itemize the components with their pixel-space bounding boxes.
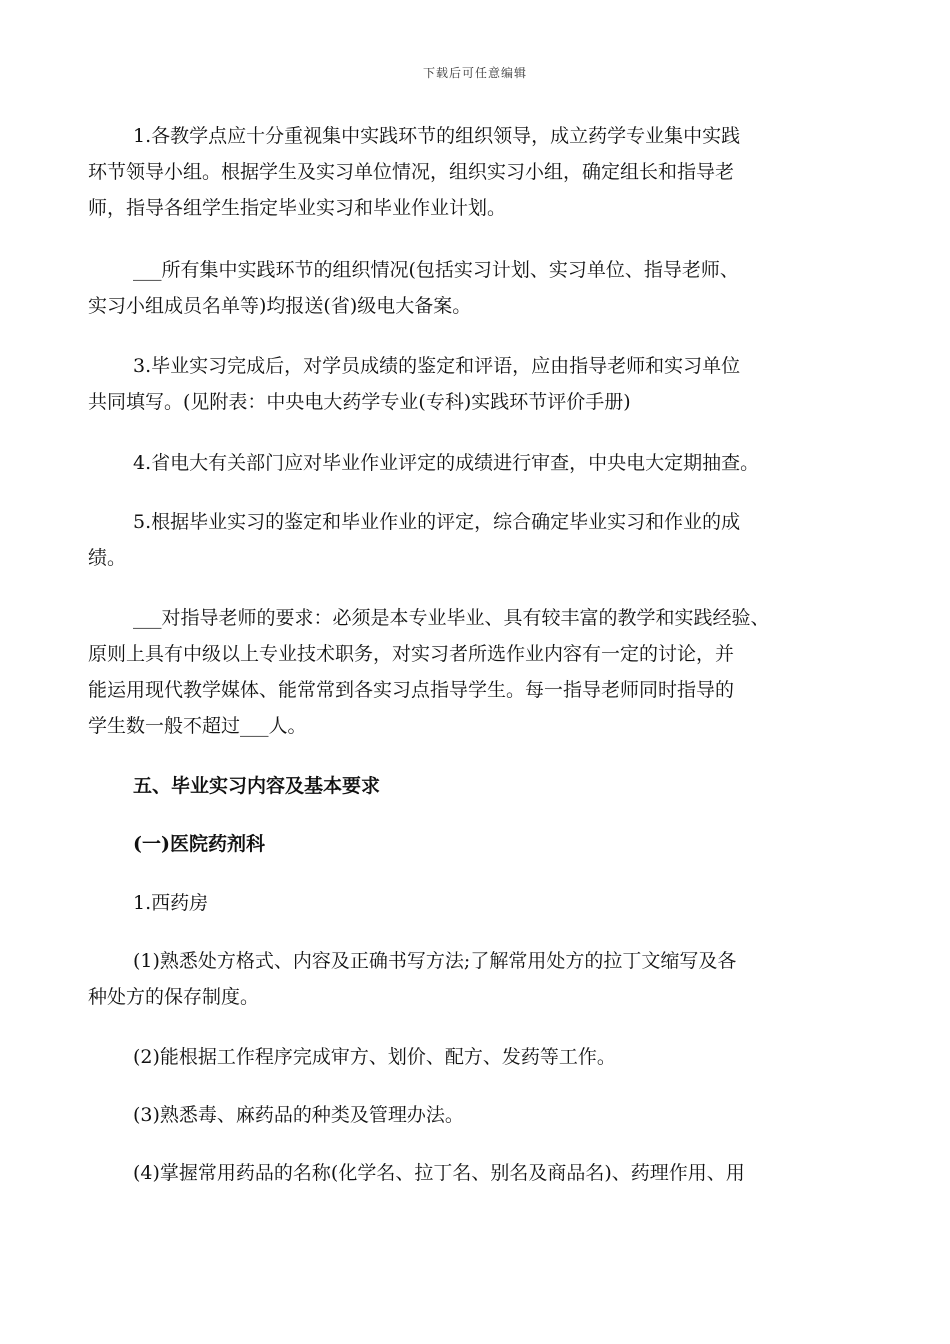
text-line: 实习小组成员名单等)均报送(省)级电大备案。 (88, 295, 472, 317)
paragraph-6 (88, 600, 860, 744)
paragraph-item-4 (88, 1155, 860, 1191)
text-line: 1.各教学点应十分重视集中实践环节的组织领导，成立药学专业集中实践 (133, 125, 741, 147)
text-line: 能运用现代教学媒体、能常常到各实习点指导学生。每一指导老师同时指导的 (88, 679, 735, 701)
page-header: 下载后可任意编辑 (422, 66, 527, 80)
paragraph-item-1 (88, 943, 860, 1015)
paragraph-item-3 (88, 1097, 860, 1133)
text-line: 1.西药房 (133, 892, 209, 914)
item-heading (88, 885, 860, 921)
text-line: 共同填写。(见附表：中央电大药学专业(专科)实践环节评价手册) (88, 391, 631, 413)
text-line: 5.根据毕业实习的鉴定和毕业作业的评定，综合确定毕业实习和作业的成 (133, 511, 741, 533)
text-line: 原则上具有中级以上专业技术职务，对实习者所选作业内容有一定的讨论，并 (88, 643, 735, 665)
text-line: (4)掌握常用药品的名称(化学名、拉丁名、别名及商品名)、药理作用、用 (133, 1162, 745, 1184)
paragraph-3 (88, 348, 860, 420)
paragraph-1 (88, 118, 860, 226)
text-line: (2)能根据工作程序完成审方、划价、配方、发药等工作。 (133, 1046, 616, 1068)
subsection-heading (88, 826, 860, 862)
paragraph-item-2 (88, 1039, 860, 1075)
text-line: 环节领导小组。根据学生及实习单位情况，组织实习小组，确定组长和指导老 (88, 161, 735, 183)
text-line: 绩。 (88, 547, 127, 569)
text-line: (一)医院药剂科 (133, 833, 265, 855)
text-line: 五、毕业实习内容及基本要求 (133, 775, 381, 797)
text-line: 学生数一般不超过___人。 (88, 715, 307, 737)
text-line: (1)熟悉处方格式、内容及正确书写方法;了解常用处方的拉丁文缩写及各 (133, 950, 737, 972)
text-line: (3)熟悉毒、麻药品的种类及管理办法。 (133, 1104, 464, 1126)
section-heading (88, 768, 860, 804)
paragraph-5 (88, 504, 860, 576)
text-line: ___对指导老师的要求：必须是本专业毕业、具有较丰富的教学和实践经验、 (133, 607, 770, 629)
text-line: ___所有集中实践环节的组织情况(包括实习计划、实习单位、指导老师、 (133, 259, 739, 281)
text-line: 3.毕业实习完成后，对学员成绩的鉴定和评语，应由指导老师和实习单位 (133, 355, 741, 377)
paragraph-4 (88, 445, 860, 481)
paragraph-2 (88, 252, 860, 324)
text-line: 4.省电大有关部门应对毕业作业评定的成绩进行审查，中央电大定期抽查。 (133, 452, 760, 474)
text-line: 种处方的保存制度。 (88, 986, 260, 1008)
text-line: 师，指导各组学生指定毕业实习和毕业作业计划。 (88, 197, 507, 219)
